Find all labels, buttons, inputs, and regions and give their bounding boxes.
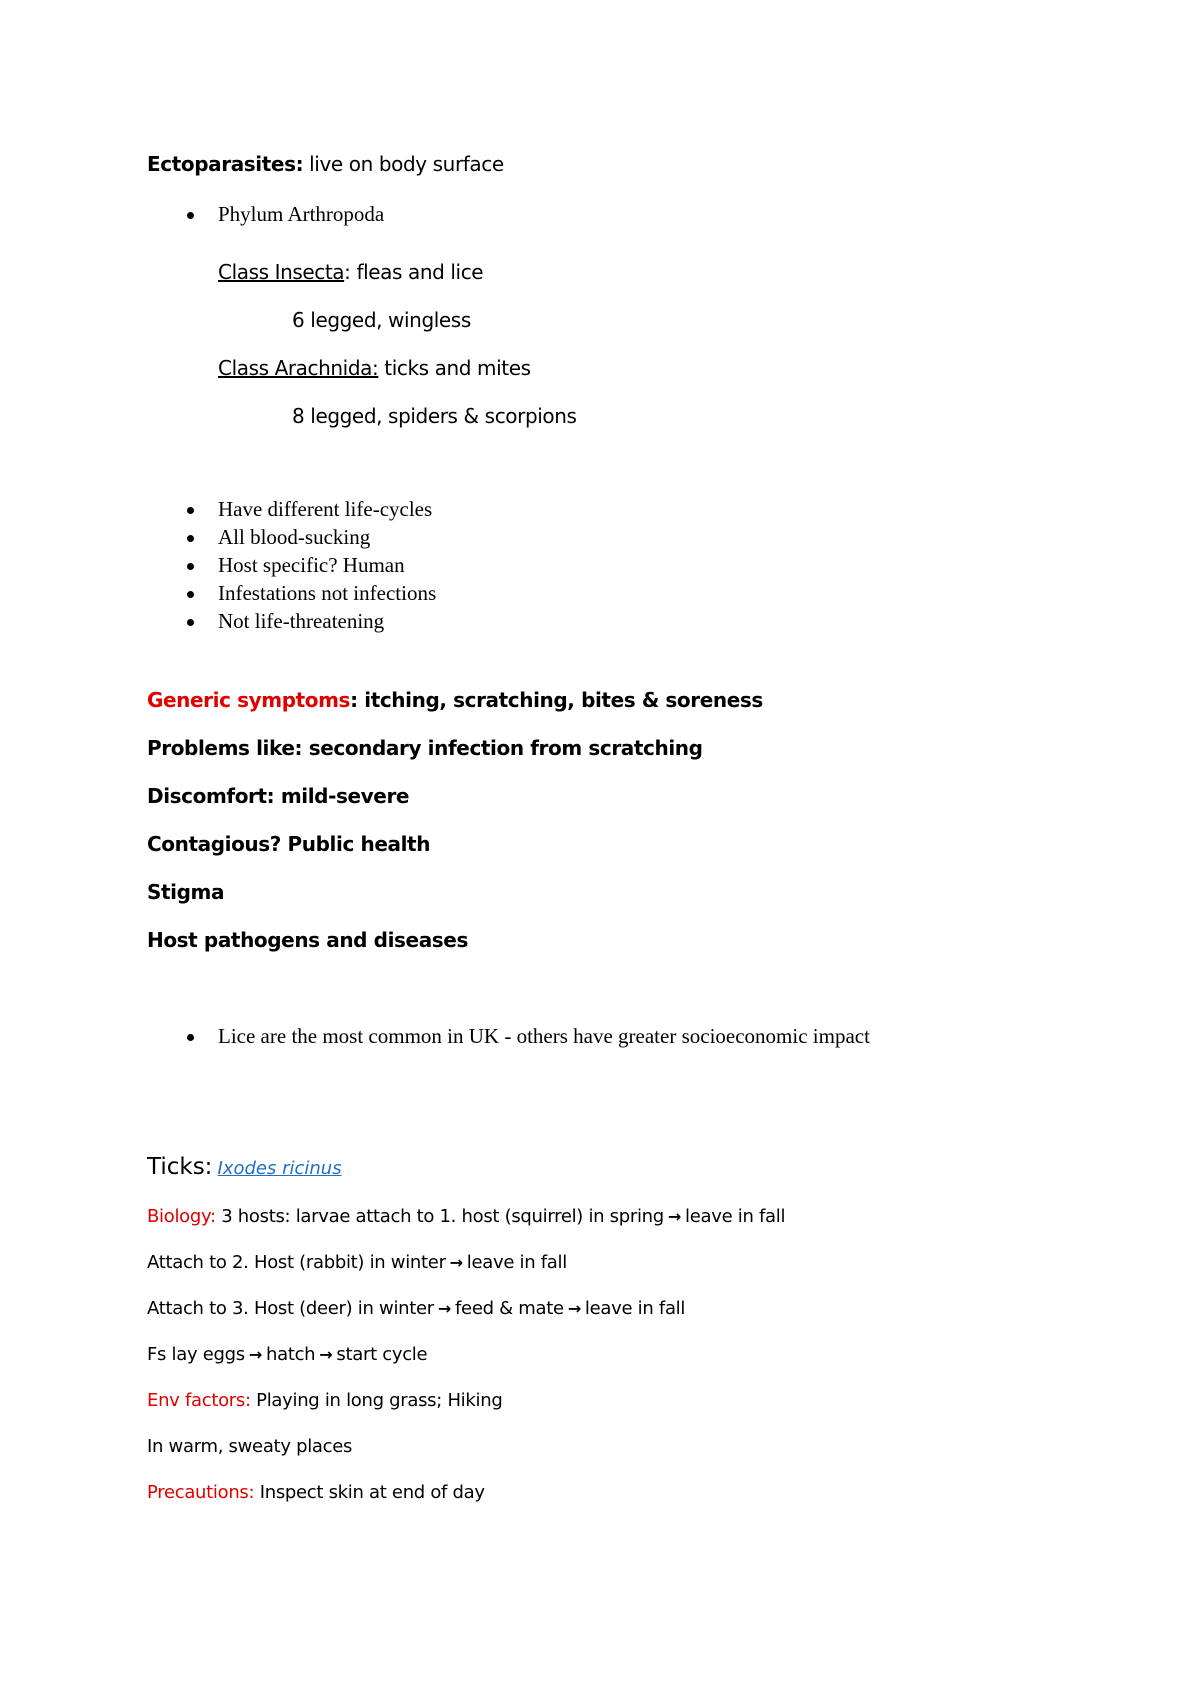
generic-symptoms-line <box>147 688 763 712</box>
list-item: Infestations not infections <box>218 581 437 605</box>
lice-item: Lice are the most common in UK - others have greater socioeconomic impact <box>218 1024 870 1048</box>
eggs-line <box>147 1344 427 1366</box>
problems-line: Problems like: secondary infection from scratching <box>147 736 703 760</box>
bullet-icon <box>187 535 194 542</box>
warm-places-line: In warm, sweaty places <box>147 1436 353 1457</box>
class-arachnida-label: Class Arachnida: <box>218 356 379 380</box>
eggs-text: Fs lay eggs <box>147 1344 245 1365</box>
ticks-label: Ticks: <box>147 1154 213 1180</box>
attach-deer-mid: feed & mate <box>455 1298 564 1319</box>
bullet-icon <box>187 563 194 570</box>
class-insecta-line <box>218 260 483 284</box>
precautions-text: Inspect skin at end of day <box>254 1482 485 1503</box>
arachnida-detail: 8 legged, spiders & scorpions <box>292 404 577 428</box>
biology-text-end: leave in fall <box>685 1206 786 1227</box>
bullet-icon <box>187 619 194 626</box>
attach-rabbit-end: leave in fall <box>466 1252 567 1273</box>
biology-label: Biology: <box>147 1206 216 1227</box>
list-item: Not life-threatening <box>218 609 385 633</box>
env-factors-line <box>147 1390 502 1412</box>
arrow-right-icon: → <box>449 1253 463 1272</box>
list-item: Have different life-cycles <box>218 497 433 521</box>
precautions-label: Precautions: <box>147 1482 255 1503</box>
bullet-icon <box>187 1034 194 1041</box>
list-item: All blood-sucking <box>218 525 371 549</box>
contagious-line: Contagious? Public health <box>147 832 431 856</box>
ectoparasites-heading <box>147 152 504 176</box>
bullet-icon <box>187 507 194 514</box>
list-item: Host specific? Human <box>218 553 405 577</box>
arrow-right-icon: → <box>667 1207 682 1226</box>
ticks-heading <box>147 1154 342 1182</box>
attach-rabbit-text: Attach to 2. Host (rabbit) in winter <box>147 1252 446 1273</box>
host-pathogens-line: Host pathogens and diseases <box>147 928 468 952</box>
arrow-right-icon: → <box>319 1345 333 1364</box>
attach-rabbit-line <box>147 1252 567 1274</box>
eggs-end: start cycle <box>336 1344 428 1365</box>
ectoparasites-description: live on body surface <box>303 152 504 176</box>
arrow-right-icon: → <box>248 1345 262 1364</box>
arrow-right-icon: → <box>437 1299 452 1318</box>
insecta-detail: 6 legged, wingless <box>292 308 471 332</box>
precautions-line <box>147 1482 485 1504</box>
eggs-mid: hatch <box>265 1344 316 1365</box>
biology-text: 3 hosts: larvae attach to 1. host (squirrel) in spring <box>215 1206 664 1227</box>
attach-deer-line <box>147 1298 685 1320</box>
ectoparasites-label: Ectoparasites: <box>147 152 304 176</box>
biology-line <box>147 1206 785 1228</box>
class-arachnida-description: ticks and mites <box>378 356 531 380</box>
discomfort-line: Discomfort: mild-severe <box>147 784 410 808</box>
generic-symptoms-description: : itching, scratching, bites & soreness <box>350 688 763 712</box>
attach-deer-end: leave in fall <box>584 1298 686 1319</box>
ixodes-ricinus-link[interactable]: Ixodes ricinus <box>217 1158 342 1179</box>
phylum-item: Phylum Arthropoda <box>218 202 385 226</box>
attach-deer-text: Attach to 3. Host (deer) in winter <box>147 1298 434 1319</box>
generic-symptoms-label: Generic symptoms <box>147 688 351 712</box>
class-insecta-label: Class Insecta <box>218 260 345 284</box>
class-arachnida-line <box>218 356 531 380</box>
env-factors-label: Env factors: <box>147 1390 251 1411</box>
bullet-icon <box>187 212 194 219</box>
class-insecta-description: : fleas and lice <box>344 260 484 284</box>
env-factors-text: Playing in long grass; Hiking <box>250 1390 503 1411</box>
bullet-icon <box>187 591 194 598</box>
arrow-right-icon: → <box>567 1299 581 1318</box>
stigma-line: Stigma <box>147 880 225 904</box>
